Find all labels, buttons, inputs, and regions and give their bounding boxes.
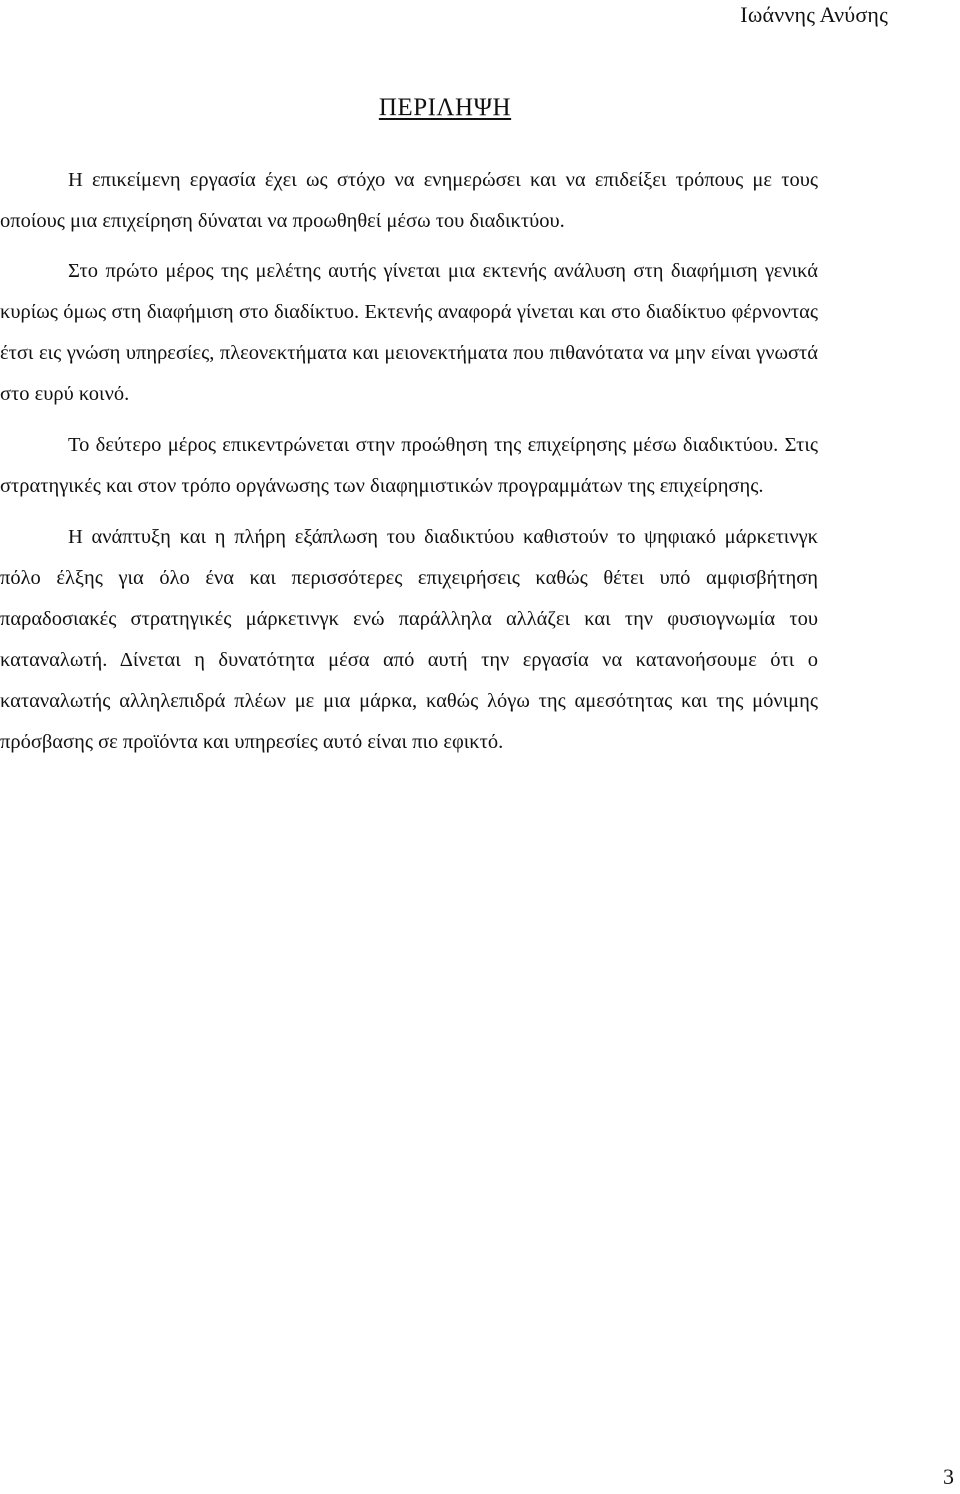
- running-header-author: Ιωάννης Ανύσης: [740, 2, 888, 27]
- paragraph-4: Η ανάπτυξη και η πλήρη εξάπλωση του διαδικτύου καθιστούν το ψηφιακό μάρκετινγκ πόλο έλξης για όλο ένα και περισσότερες επιχειρήσεις καθώς θέτει υπό αμφισβήτηση παραδοσιακές στρατηγικές μάρκετινγκ ενώ παράλληλα αλλάζει και την φυσιογνωμία του καταναλωτή. Δίνεται η δυνατότητα μέσα από αυτή την εργασία να κατανοήσουμε ότι ο καταναλωτής αλληλεπιδρά πλέων με μια μάρκα, καθώς λόγω της αμεσότητας και της μόνιμης πρόσβασης σε προϊόντα και υπηρεσίες αυτό είναι πιο εφικτό.: [0, 526, 818, 753]
- paragraph-3: Το δεύτερο μέρος επικεντρώνεται στην προώθηση της επιχείρησης μέσω διαδικτύου. Στις στρατηγικές και στον τρόπο οργάνωσης των διαφημιστικών προγραμμάτων της επιχείρησης.: [0, 434, 818, 497]
- page-title: ΠΕΡΙΛΗΨΗ: [378, 94, 512, 121]
- abstract-body: [0, 160, 818, 763]
- page-number: 3: [943, 1464, 954, 1489]
- paragraph-2: Στο πρώτο μέρος της μελέτης αυτής γίνεται μια εκτενής ανάλυση στη διαφήμιση γενικά κυρίως όμως στη διαφήμιση στο διαδίκτυο. Εκτενής αναφορά γίνεται και στο διαδίκτυο φέρνοντας έτσι εις γνώση υπηρεσίες, πλεονεκτήματα και μειονεκτήματα που πιθανότατα να μην είναι γνωστά στο ευρύ κοινό.: [0, 260, 818, 405]
- paragraph-1: Η επικείμενη εργασία έχει ως στόχο να ενημερώσει και να επιδείξει τρόπους με τους οποίους μια επιχείρηση δύναται να προωθηθεί μέσω του διαδικτύου.: [0, 169, 818, 232]
